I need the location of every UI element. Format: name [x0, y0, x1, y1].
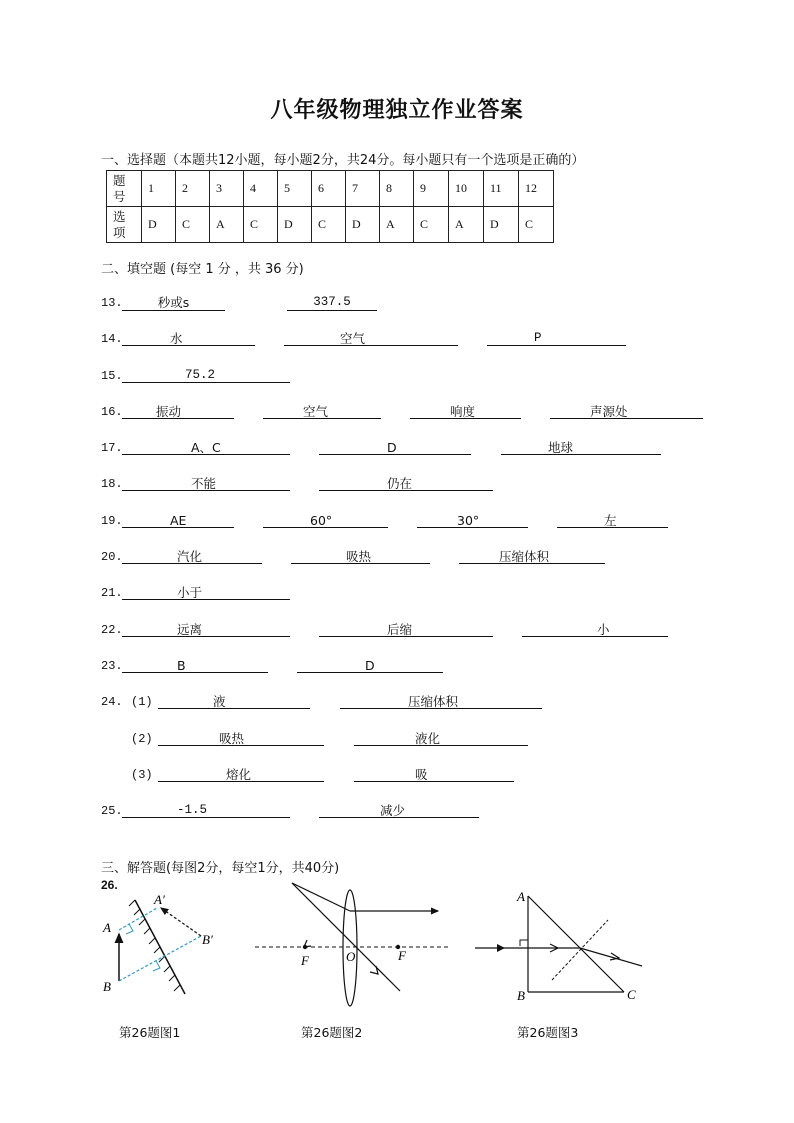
label-b-prime: B′ — [202, 932, 213, 947]
table-cell: 7 — [346, 171, 380, 207]
question-17 — [0, 440, 794, 456]
table-cell: 6 — [312, 171, 346, 207]
answer-blank: 地球 — [501, 440, 661, 455]
figure-1-plane-mirror — [95, 888, 230, 1003]
answer-blank: 小于 — [122, 585, 290, 600]
answer-blank: 仍在 — [319, 476, 493, 491]
table-cell: D — [278, 207, 312, 243]
label-c: C — [627, 987, 636, 1002]
table-cell: D — [346, 207, 380, 243]
figure-3-prism — [470, 888, 650, 1003]
question-number: 15. — [101, 369, 123, 383]
question-21 — [0, 585, 794, 601]
answer-blank: 30° — [417, 513, 528, 528]
answer-blank: 响度 — [410, 404, 521, 419]
ray-direction-arrow — [497, 944, 505, 952]
answer-blank: 75.2 — [122, 368, 290, 383]
answer-blank: 小 — [522, 622, 668, 637]
label-b: B — [517, 988, 525, 1003]
label-f-left: F — [301, 953, 309, 968]
answer-blank: 液 — [158, 694, 310, 709]
table-cell: C — [312, 207, 346, 243]
question-15 — [0, 368, 794, 384]
section3-heading: 三、解答题(每图2分，每空1分，共40分) — [101, 861, 340, 876]
sub-question-label: (3) — [131, 768, 153, 782]
construction-line-b — [119, 936, 201, 981]
answer-blank: 不能 — [122, 476, 290, 491]
question-19 — [0, 513, 794, 529]
answer-blank: 压缩体积 — [459, 549, 605, 564]
answer-blank: 液化 — [354, 731, 528, 746]
answer-blank: D — [297, 658, 443, 673]
figure-1-caption: 第26题图1 — [119, 1025, 181, 1040]
lens — [343, 890, 357, 1006]
table-cell: C — [176, 207, 210, 243]
answer-blank: 后缩 — [319, 622, 493, 637]
question-number: 13. — [101, 296, 123, 310]
page-title: 八年级物理独立作业答案 — [270, 98, 524, 123]
answer-blank: -1.5 — [122, 803, 290, 818]
label-o: O — [346, 949, 356, 964]
table-cell: D — [142, 207, 176, 243]
answer-blank: 声源处 — [550, 404, 703, 419]
table-cell: A — [210, 207, 244, 243]
table-cell: 11 — [484, 171, 519, 207]
incident-ray-1 — [292, 883, 350, 911]
answer-blank: 吸 — [354, 767, 514, 782]
question-number: 20. — [101, 550, 123, 564]
question-22 — [0, 622, 794, 638]
sub-question-label: (1) — [131, 695, 153, 709]
question-24-3 — [0, 767, 794, 783]
label-f-right: F — [398, 948, 406, 963]
right-angle-mark — [520, 940, 528, 946]
answer-blank: AE — [122, 513, 234, 528]
question-14 — [0, 331, 794, 347]
answer-blank: 汽化 — [122, 549, 262, 564]
prism-side-ac — [528, 896, 624, 992]
table-cell: 2 — [176, 171, 210, 207]
question-number: 23. — [101, 659, 123, 673]
ray-direction-arrow — [370, 966, 378, 974]
table-cell: D — [484, 207, 519, 243]
answer-blank: 337.5 — [287, 295, 377, 311]
right-angle-mark — [153, 961, 160, 971]
table-row-answers — [107, 207, 554, 243]
answer-blank: 远离 — [122, 622, 290, 637]
table-cell: 1 — [142, 171, 176, 207]
answer-blank: 60° — [263, 513, 388, 528]
answer-blank: 秒或s — [122, 295, 225, 311]
question-16 — [0, 404, 794, 420]
row-label-number: 题号 — [107, 171, 142, 207]
question-number: 22. — [101, 623, 123, 637]
table-cell: 9 — [414, 171, 449, 207]
table-cell: C — [244, 207, 278, 243]
figure-2-caption: 第26题图2 — [301, 1025, 363, 1040]
table-cell: 4 — [244, 171, 278, 207]
label-a-prime: A′ — [154, 892, 165, 907]
mirror-hatching — [129, 900, 180, 991]
label-b: B — [103, 979, 111, 994]
question-26-number: 26. — [101, 878, 118, 892]
question-18 — [0, 476, 794, 492]
question-20 — [0, 549, 794, 565]
question-24-2 — [0, 731, 794, 747]
question-number: 19. — [101, 514, 123, 528]
table-cell: 3 — [210, 171, 244, 207]
question-number: 18. — [101, 477, 123, 491]
table-cell: C — [414, 207, 449, 243]
right-angle-mark — [126, 924, 133, 934]
answer-blank: 空气 — [263, 404, 381, 419]
row-label-answer: 选项 — [107, 207, 142, 243]
label-a: A — [517, 889, 525, 904]
answer-blank: 吸热 — [291, 549, 430, 564]
question-number: 16. — [101, 405, 123, 419]
answer-blank: 空气 — [284, 331, 458, 346]
table-cell: C — [519, 207, 554, 243]
figure-2-convex-lens — [250, 878, 450, 1010]
answer-table — [106, 170, 554, 243]
table-cell: A — [380, 207, 414, 243]
table-cell: 12 — [519, 171, 554, 207]
label-a: A — [103, 920, 111, 935]
answer-blank: 熔化 — [158, 767, 324, 782]
table-cell: 10 — [449, 171, 484, 207]
question-number: 24. — [101, 695, 123, 709]
sub-question-label: (2) — [131, 732, 153, 746]
table-cell: 8 — [380, 171, 414, 207]
answer-blank: 压缩体积 — [340, 694, 542, 709]
table-cell: 5 — [278, 171, 312, 207]
question-number: 17. — [101, 441, 123, 455]
question-23 — [0, 658, 794, 674]
table-cell: A — [449, 207, 484, 243]
ray-direction-arrow — [304, 940, 311, 947]
question-number: 25. — [101, 804, 123, 818]
answer-blank: 振动 — [122, 404, 234, 419]
answer-blank: 吸热 — [158, 731, 324, 746]
table-row-numbers — [107, 171, 554, 207]
answer-blank: B — [122, 658, 268, 673]
image-arrow — [161, 908, 201, 936]
answer-blank: P — [487, 331, 626, 346]
question-13 — [0, 295, 794, 311]
answer-blank: 左 — [557, 513, 668, 528]
question-25 — [0, 803, 794, 819]
answer-blank: A、C — [122, 440, 290, 455]
figure-3-caption: 第26题图3 — [517, 1025, 579, 1040]
section2-heading: 二、填空题 (每空 1 分 ，共 36 分) — [101, 262, 304, 277]
answer-blank: D — [319, 440, 471, 455]
answer-blank: 水 — [122, 331, 255, 346]
section1-heading: 一、选择题（本题共12小题，每小题2分，共24分。每小题只有一个选项是正确的） — [101, 153, 585, 168]
question-number: 21. — [101, 586, 123, 600]
answer-blank: 减少 — [319, 803, 479, 818]
question-24-1 — [0, 694, 794, 710]
question-number: 14. — [101, 332, 123, 346]
